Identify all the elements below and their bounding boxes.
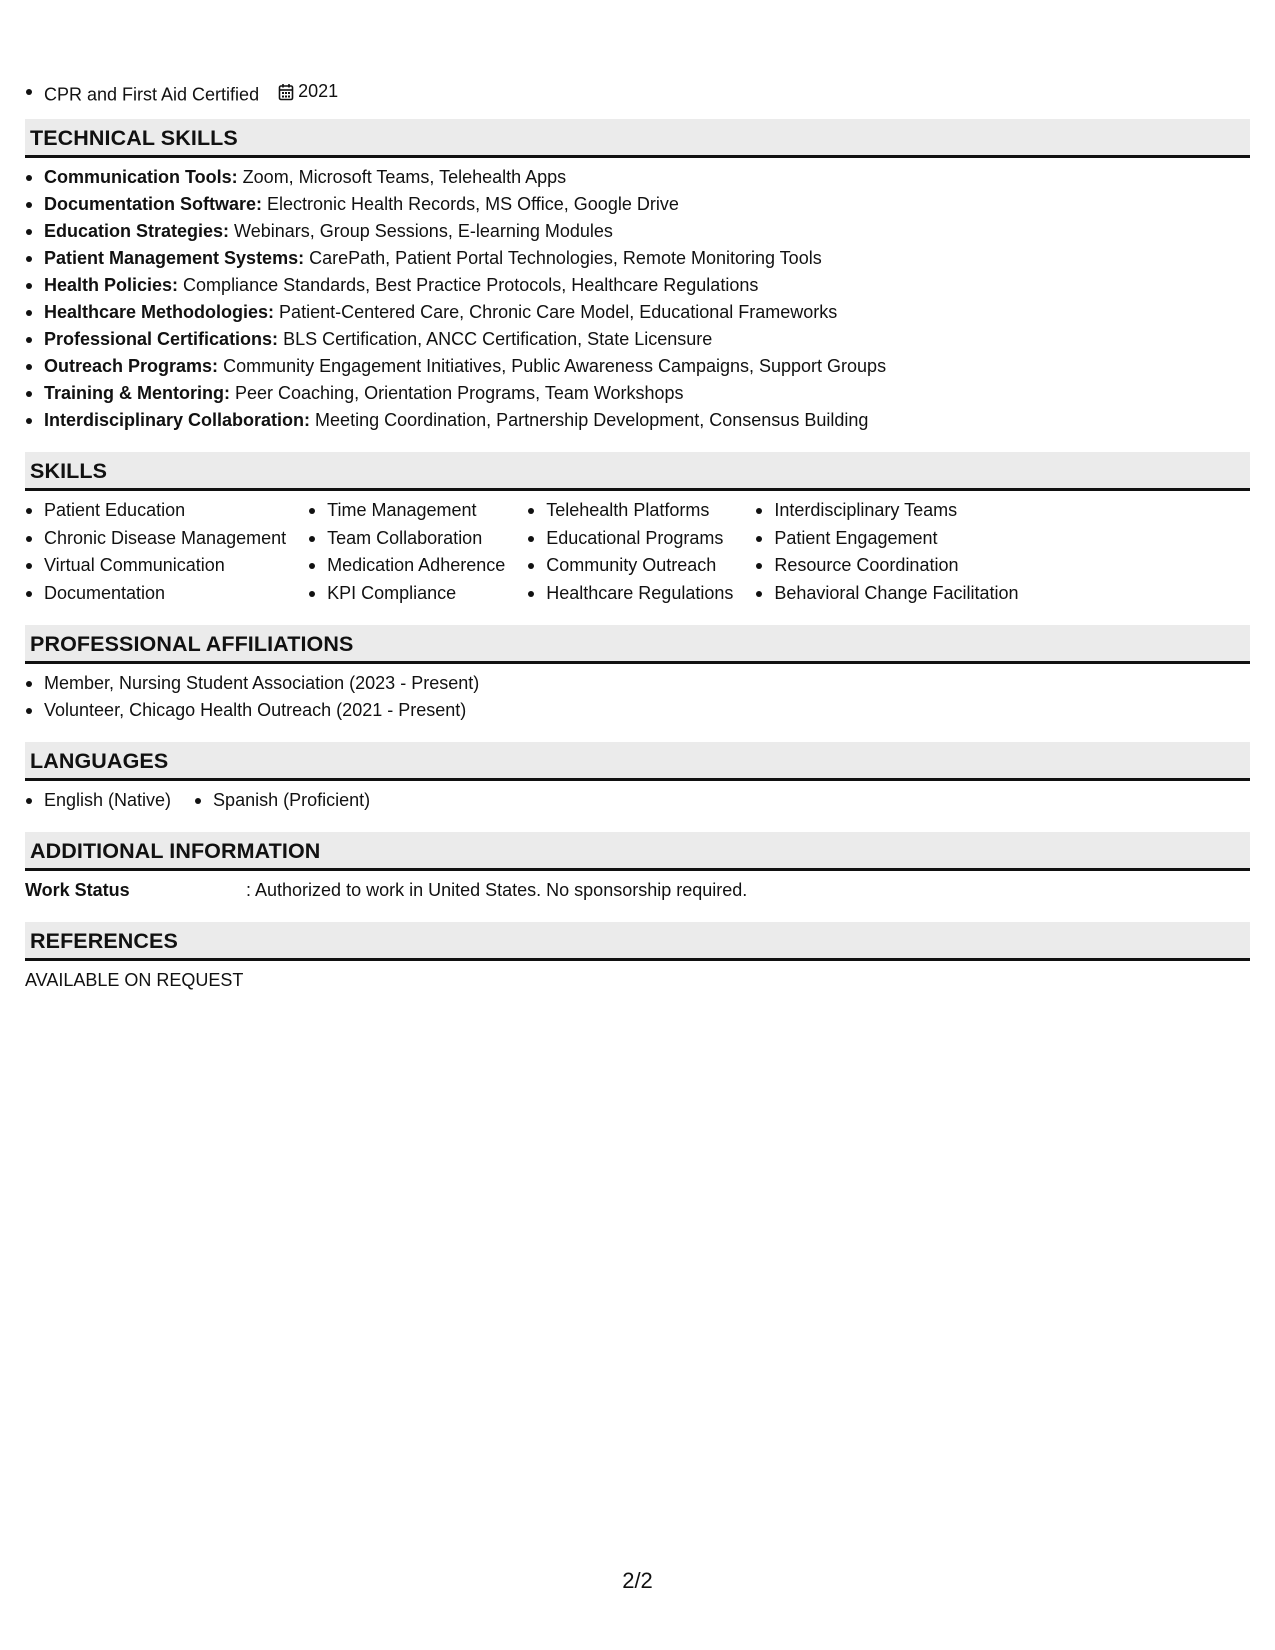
work-status-row [25,877,1250,904]
technical-skill-value: Community Engagement Initiatives, Public Awareness Campaigns, Support Groups [218,356,887,376]
technical-skills-list [25,164,1250,434]
languages-heading: LANGUAGES [25,742,1250,781]
skills-grid [25,497,1250,607]
skills-column [308,497,505,607]
certification-item [25,78,1250,105]
languages-list [25,787,1250,814]
technical-skill-value: Peer Coaching, Orientation Programs, Team Workshops [230,383,684,403]
affiliations-list [25,670,1250,724]
technical-skill-value: Patient-Centered Care, Chronic Care Model, Educational Frameworks [274,302,838,322]
skill-item: Healthcare Regulations [527,580,733,608]
technical-skill-value: Electronic Health Records, MS Office, Google Drive [262,194,679,214]
skill-item: Documentation [25,580,286,608]
technical-skills-heading: TECHNICAL SKILLS [25,119,1250,158]
skill-item: Community Outreach [527,552,733,580]
skill-item: Behavioral Change Facilitation [755,580,1018,608]
skill-item: Virtual Communication [25,552,286,580]
skill-item: Team Collaboration [308,525,505,553]
technical-skill-label: Outreach Programs: [44,356,219,376]
references-text: AVAILABLE ON REQUEST [25,970,244,990]
affiliations-heading: PROFESSIONAL AFFILIATIONS [25,625,1250,664]
technical-skill-value: Meeting Coordination, Partnership Development, Consensus Building [310,410,869,430]
technical-skill-value: Compliance Standards, Best Practice Protocols, Healthcare Regulations [178,275,759,295]
technical-skill-label: Documentation Software: [44,194,263,214]
skill-item: Interdisciplinary Teams [755,497,1018,525]
certification-date [278,78,338,105]
references-heading: REFERENCES [25,922,1250,961]
language-column [25,787,171,814]
page-number: 2/2 [622,1568,653,1593]
technical-skill-label: Professional Certifications: [44,329,279,349]
skill-item: Resource Coordination [755,552,1018,580]
skill-item: Educational Programs [527,525,733,553]
technical-skill-item [25,272,1250,299]
technical-skill-label: Education Strategies: [44,221,230,241]
technical-skill-value: BLS Certification, ANCC Certification, State Licensure [278,329,713,349]
work-status-value: : Authorized to work in United States. No sponsorship required. [246,880,748,900]
certification-list [25,78,1250,105]
affiliation-item: Member, Nursing Student Association (2023 - Present) [25,670,1250,697]
skill-item: Patient Education [25,497,286,525]
technical-skill-item [25,164,1250,191]
skill-item: Medication Adherence [308,552,505,580]
technical-skill-value: Webinars, Group Sessions, E-learning Modules [229,221,613,241]
technical-skill-label: Healthcare Methodologies: [44,302,275,322]
affiliation-item: Volunteer, Chicago Health Outreach (2021 - Present) [25,697,1250,724]
language-item: English (Native) [25,787,171,814]
skills-column [755,497,1018,607]
certification-name: CPR and First Aid Certified [44,84,260,105]
technical-skill-item [25,380,1250,407]
technical-skill-item [25,218,1250,245]
skill-item: Chronic Disease Management [25,525,286,553]
calendar-icon [278,83,294,101]
technical-skill-value: Zoom, Microsoft Teams, Telehealth Apps [237,167,567,187]
work-status-label: Work Status [25,880,130,900]
technical-skill-label: Communication Tools: [44,167,238,187]
certification-year: 2021 [298,81,339,101]
language-item: Spanish (Proficient) [194,787,370,814]
language-column [194,787,370,814]
technical-skill-item [25,299,1250,326]
skills-column [527,497,733,607]
technical-skill-label: Patient Management Systems: [44,248,305,268]
additional-info-heading: ADDITIONAL INFORMATION [25,832,1250,871]
skill-item: Telehealth Platforms [527,497,733,525]
skills-column [25,497,286,607]
skill-item: KPI Compliance [308,580,505,608]
skill-item: Patient Engagement [755,525,1018,553]
technical-skill-label: Training & Mentoring: [44,383,230,403]
skills-heading: SKILLS [25,452,1250,491]
technical-skill-label: Interdisciplinary Collaboration: [44,410,311,430]
technical-skill-item [25,245,1250,272]
resume-page [25,78,1250,994]
technical-skill-item [25,326,1250,353]
technical-skill-item [25,353,1250,380]
technical-skill-item [25,191,1250,218]
technical-skill-item [25,407,1250,434]
skill-item: Time Management [308,497,505,525]
technical-skill-label: Health Policies: [44,275,179,295]
technical-skill-value: CarePath, Patient Portal Technologies, Remote Monitoring Tools [304,248,822,268]
